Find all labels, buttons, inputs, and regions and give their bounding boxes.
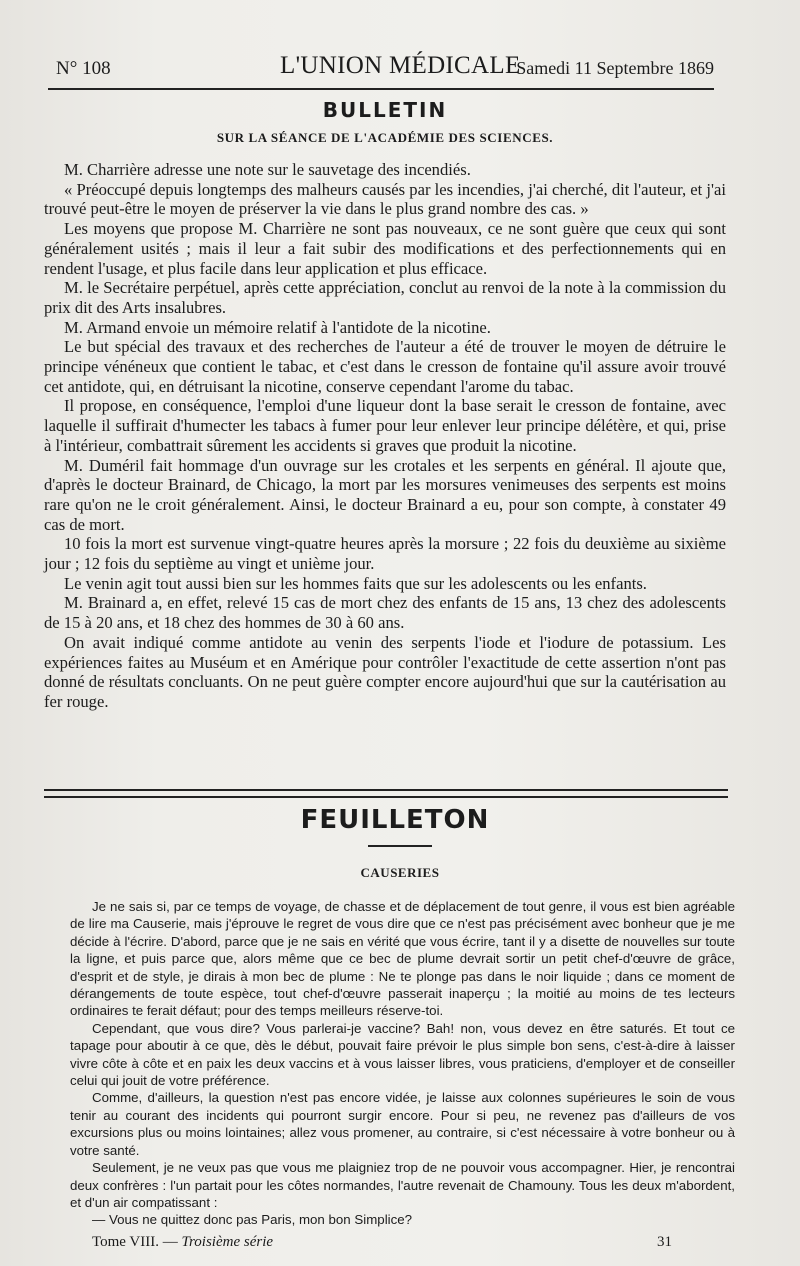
bulletin-subtitle: SUR LA SÉANCE DE L'ACADÉMIE DES SCIENCES. [216,130,554,145]
feuilleton-paragraph: Je ne sais si, par ce temps de voyage, de chasse et de déplacement de tout genre, il vous est bien agréable de lire ma Causerie, mais j'éprouve le regret de vous dire que ce n'est pas précisément avec bonheur que je me décide à l'écrire. D'abord, parce que je ne sais en vérité que vous écrire, tant il y a disette de nouvelles sur toute la ligne, et puis parce que, alors même que ce bec de plume devrait sortir un petit chef-d'œuvre de grâce, d'esprit et de style, je dirais à mon bec de plume : Ne te plonge pas dans le noir liquide ; dans ce moment de dérangements de toute espèce, tout chef-d'œuvre passerait inaperçu ; la moitié au moins de tes lecteurs ordinaires te ferait défaut; pour des temps meilleurs réserve-toi. [70,899,735,1019]
feuilleton-rule [368,845,432,847]
bulletin-paragraph: 10 fois la mort est survenue vingt-quatre heures après la morsure ; 22 fois du deuxième au sixième jour ; 12 fois du septième au vingt et unième jour. [44,534,726,574]
feuilleton-paragraph: Cependant, que vous dire? Vous parlerai-je vaccine? Bah! non, vous devez en être saturés. Et tout ce tapage pour aboutir à ce que, dès le début, pouvait faire prévoir le plus simple bon sens, c'est-à-dire à laisser vivre côte à côte et en paix les deux vaccins et à vous laisser libres, vous praticiens, d'employer et de conseiller celui qui jouit de votre préférence. [70,1020,735,1089]
bulletin-paragraph: M. Charrière adresse une note sur le sauvetage des incendiés. [64,160,471,179]
bulletin-body [44,160,726,712]
section-divider [44,789,728,798]
footer-volume [92,1234,273,1251]
page-number: 31 [657,1234,672,1250]
bulletin-paragraph: M. Armand envoie un mémoire relatif à l'antidote de la nicotine. [64,317,491,337]
issue-date: Samedi 11 Septembre 1869 [516,58,714,78]
header-rule [48,88,714,90]
bulletin-title: BULLETIN [322,98,448,122]
feuilleton-paragraph: Comme, d'ailleurs, la question n'est pas encore vidée, je laisse aux colonnes supérieures le soin de vous tenir au courant des incidents qui pourront surgir encore. Pour si peu, ne revenez pas d'ailleurs de vos excursions plus ou moins lointaines; allez vous promener, au contraire, si c'est nécessaire à votre bonheur ou à votre santé. [70,1090,735,1158]
issue-number: N° 108 [56,58,111,79]
bulletin-paragraph: Le venin agit tout aussi bien sur les hommes faits que sur les adolescents ou les enfants. [64,573,647,593]
feuilleton-paragraph: — Vous ne quittez donc pas Paris, mon bon Simplice? [92,1212,413,1228]
feuilleton-subtitle: CAUSERIES [360,865,440,880]
bulletin-paragraph: On avait indiqué comme antidote au venin des serpents l'iode et l'iodure de potassium. Les expériences faites au Muséum et en Amérique pour contrôler l'exactitude de cette assertion n'ont pas donné de résultats concluants. On ne peut guère compter encore aujourd'hui que sur la cautérisation au fer rouge. [44,632,726,711]
page-footer [92,1234,672,1256]
page-header [48,52,714,84]
feuilleton-body [70,898,735,1229]
bulletin-paragraph: « Préoccupé depuis longtemps des malheurs causés par les incendies, j'ai cherché, dit l'auteur, et j'ai trouvé peut-être le moyen de préserver la vie dans le plus grand nombre des cas. » [44,179,726,219]
series-label: Troisième série [181,1234,274,1250]
feuilleton-paragraph: Seulement, je ne veux pas que vous me plaigniez trop de ne pouvoir vous accompagner. Hier, je rencontrai deux confrères : l'un partait pour les côtes normandes, l'autre revenait de Chamouny. Tous les deux m'abordent, et d'un air compatissant : [70,1160,735,1210]
tome-label: Tome VIII. — [92,1234,178,1250]
bulletin-paragraph: Le but spécial des travaux et des recherches de l'auteur a été de trouver le moyen de détruire le principe vénéneux que contient le tabac, et c'est dans le cresson de fontaine qu'il assure avoir trouvé cet antidote, qui, en détruisant la nicotine, conserve cependant l'arome du tabac. [44,337,726,396]
bulletin-paragraph: M. Brainard a, en effet, relevé 15 cas de mort chez des enfants de 15 ans, 13 chez des adolescents de 15 à 20 ans, et 18 chez des hommes de 30 à 60 ans. [44,593,726,633]
bulletin-paragraph: M. le Secrétaire perpétuel, après cette appréciation, conclut au renvoi de la note à la commission du prix dit des Arts insalubres. [44,278,726,317]
feuilleton-title: FEUILLETON [300,805,490,835]
bulletin-paragraph: Les moyens que propose M. Charrière ne sont pas nouveaux, ce ne sont guère que ceux qui sont généralement usités ; mais il leur a fait subir des modifications et des perfectionnements qui en rendent l'usage, et plus facile dans leur application et plus efficace. [44,219,726,278]
bulletin-paragraph: M. Duméril fait hommage d'un ouvrage sur les crotales et les serpents en général. Il ajoute que, d'après le docteur Brainard, de Chicago, la mort par les morsures venimeuses des serpents est moins rare qu'on ne le croit généralement. Ainsi, le docteur Brainard a eu, pour son compte, à constater 49 cas de mort. [44,455,726,534]
journal-title: L'UNION MÉDICALE [280,52,521,79]
bulletin-paragraph: Il propose, en conséquence, l'emploi d'une liqueur dont la base serait le cresson de fontaine, avec laquelle il suffirait d'humecter les tabacs à fumer pour leur enlever leur principe délétère, et qui, prise à l'intérieur, combattrait sûrement les accidents si graves que produit la nicotine. [44,396,726,455]
